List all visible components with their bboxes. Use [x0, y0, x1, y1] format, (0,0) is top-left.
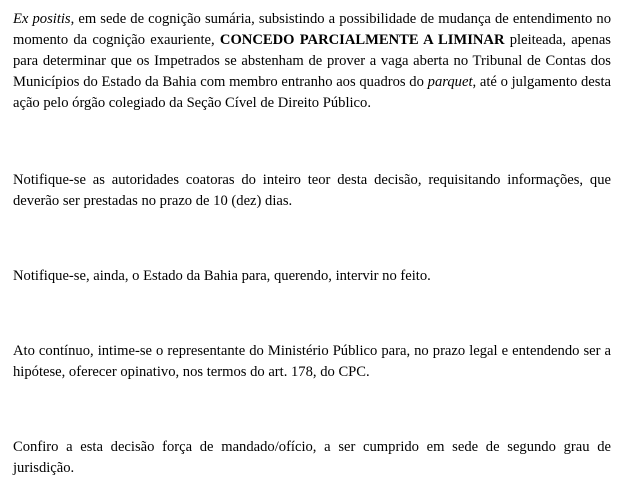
paragraph-notify-state: Notifique-se, ainda, o Estado da Bahia para, querendo, intervir no feito.: [13, 268, 431, 284]
paragraph-mandate: Confiro a esta decisão força de mandado/ofício, a ser cumprido em sede de segundo grau de jurisdição.: [13, 439, 611, 476]
decision-ruling: CONCEDO PARCIALMENTE A LIMINAR: [219, 32, 505, 48]
paragraph-decision: [13, 9, 611, 114]
decision-text-part-1: , em sede de cognição sumária, subsistindo a possibilidade de mudança de entendimento no momento da cognição exauriente,: [13, 11, 611, 48]
paragraph-notify-authorities: Notifique-se as autoridades coatoras do inteiro teor desta decisão, requisitando informações, que deverão ser prestadas no prazo de 10 (dez) dias.: [13, 172, 611, 209]
decision-text-part-2: pleiteada, apenas para determinar que os Impetrados se abstenham de prover a vaga aberta no Tribunal de Contas dos Municípios do Estado da Bahia com membro entranho aos quadros do: [13, 32, 611, 90]
decision-text-part-3: , até o julgamento desta ação pelo órgão colegiado da Seção Cível de Direito Público.: [13, 74, 611, 111]
term-parquet: parquet: [427, 74, 473, 90]
latin-phrase-ex-positis: Ex positis: [13, 11, 71, 27]
paragraph-public-ministry: Ato contínuo, intime-se o representante do Ministério Público para, no prazo legal e entendendo ser a hipótese, oferecer opinativo, nos termos do art. 178, do CPC.: [13, 343, 611, 380]
